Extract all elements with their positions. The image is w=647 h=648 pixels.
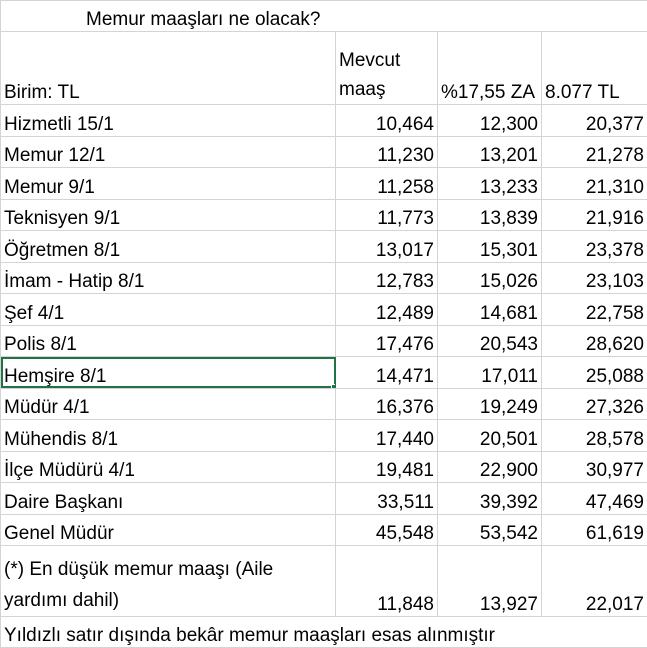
row-label[interactable]: Öğretmen 8/1 bbox=[1, 231, 336, 263]
raise-cell[interactable]: 13,839 bbox=[438, 199, 542, 231]
new-salary-cell[interactable]: 27,326 bbox=[542, 388, 647, 420]
minimum-salary-row bbox=[1, 546, 647, 617]
raise-cell[interactable]: 15,301 bbox=[438, 231, 542, 263]
header-raise[interactable]: %17,55 ZA bbox=[438, 32, 542, 105]
row-label[interactable]: Müdür 4/1 bbox=[1, 388, 336, 420]
current-salary-cell[interactable]: 10,464 bbox=[336, 105, 438, 137]
row-label[interactable]: Mühendis 8/1 bbox=[1, 420, 336, 452]
table-row bbox=[1, 168, 647, 200]
table-row bbox=[1, 388, 647, 420]
table-row bbox=[1, 357, 647, 389]
raise-cell[interactable]: 20,543 bbox=[438, 325, 542, 357]
current-salary-cell[interactable]: 12,783 bbox=[336, 262, 438, 294]
raise-cell[interactable]: 14,681 bbox=[438, 294, 542, 326]
new-salary-cell[interactable]: 21,916 bbox=[542, 199, 647, 231]
header-current-salary[interactable]: Mevcut maaş bbox=[336, 32, 438, 105]
raise-cell[interactable]: 20,501 bbox=[438, 420, 542, 452]
table-row bbox=[1, 262, 647, 294]
new-salary-cell[interactable]: 28,620 bbox=[542, 325, 647, 357]
minimum-new-cell[interactable]: 22,017 bbox=[542, 546, 647, 617]
raise-cell[interactable]: 13,233 bbox=[438, 168, 542, 200]
table-row bbox=[1, 105, 647, 137]
new-salary-cell[interactable]: 28,578 bbox=[542, 420, 647, 452]
current-salary-cell[interactable]: 45,548 bbox=[336, 514, 438, 546]
new-salary-cell[interactable]: 25,088 bbox=[542, 357, 647, 389]
raise-cell[interactable]: 19,249 bbox=[438, 388, 542, 420]
table-row bbox=[1, 420, 647, 452]
current-salary-cell[interactable]: 11,230 bbox=[336, 136, 438, 168]
row-label[interactable]: Memur 9/1 bbox=[1, 168, 336, 200]
table-row bbox=[1, 325, 647, 357]
new-salary-cell[interactable]: 20,377 bbox=[542, 105, 647, 137]
row-label[interactable]: İlçe Müdürü 4/1 bbox=[1, 451, 336, 483]
current-salary-cell[interactable]: 13,017 bbox=[336, 231, 438, 263]
row-label[interactable]: Şef 4/1 bbox=[1, 294, 336, 326]
minimum-salary-label[interactable]: (*) En düşük memur maaşı (Aile yardımı dahil) bbox=[1, 546, 336, 617]
sheet-title[interactable]: Memur maaşları ne olacak? bbox=[1, 1, 647, 32]
current-salary-cell[interactable]: 11,773 bbox=[336, 199, 438, 231]
raise-cell[interactable]: 12,300 bbox=[438, 105, 542, 137]
row-label[interactable]: Memur 12/1 bbox=[1, 136, 336, 168]
table-row bbox=[1, 199, 647, 231]
raise-cell[interactable]: 13,201 bbox=[438, 136, 542, 168]
table-row bbox=[1, 294, 647, 326]
new-salary-cell[interactable]: 47,469 bbox=[542, 483, 647, 515]
row-label[interactable]: Genel Müdür bbox=[1, 514, 336, 546]
minimum-current-cell[interactable]: 11,848 bbox=[336, 546, 438, 617]
current-salary-cell[interactable]: 11,258 bbox=[336, 168, 438, 200]
table-row bbox=[1, 514, 647, 546]
raise-cell[interactable]: 39,392 bbox=[438, 483, 542, 515]
header-new-salary[interactable]: 8.077 TL bbox=[542, 32, 647, 105]
minimum-raise-cell[interactable]: 13,927 bbox=[438, 546, 542, 617]
row-label[interactable]: Polis 8/1 bbox=[1, 325, 336, 357]
row-label[interactable]: Hizmetli 15/1 bbox=[1, 105, 336, 137]
new-salary-cell[interactable]: 21,310 bbox=[542, 168, 647, 200]
footnote-row bbox=[1, 617, 647, 648]
table-row bbox=[1, 483, 647, 515]
fill-handle[interactable] bbox=[331, 384, 336, 389]
current-salary-cell[interactable]: 12,489 bbox=[336, 294, 438, 326]
row-label[interactable]: İmam - Hatip 8/1 bbox=[1, 262, 336, 294]
new-salary-cell[interactable]: 30,977 bbox=[542, 451, 647, 483]
current-salary-cell[interactable]: 17,476 bbox=[336, 325, 438, 357]
table-row bbox=[1, 231, 647, 263]
raise-cell[interactable]: 53,542 bbox=[438, 514, 542, 546]
new-salary-cell[interactable]: 22,758 bbox=[542, 294, 647, 326]
current-salary-cell[interactable]: 17,440 bbox=[336, 420, 438, 452]
raise-cell[interactable]: 17,011 bbox=[438, 357, 542, 389]
new-salary-cell[interactable]: 61,619 bbox=[542, 514, 647, 546]
current-salary-cell[interactable]: 19,481 bbox=[336, 451, 438, 483]
row-label[interactable]: Daire Başkanı bbox=[1, 483, 336, 515]
new-salary-cell[interactable]: 23,378 bbox=[542, 231, 647, 263]
table-row bbox=[1, 451, 647, 483]
table-row bbox=[1, 136, 647, 168]
raise-cell[interactable]: 22,900 bbox=[438, 451, 542, 483]
header-unit[interactable]: Birim: TL bbox=[1, 32, 336, 105]
footnote[interactable]: Yıldızlı satır dışında bekâr memur maaşları esas alınmıştır bbox=[1, 617, 647, 648]
current-salary-cell[interactable]: 33,511 bbox=[336, 483, 438, 515]
header-row bbox=[1, 32, 647, 105]
current-salary-cell[interactable]: 14,471 bbox=[336, 357, 438, 389]
current-salary-cell[interactable]: 16,376 bbox=[336, 388, 438, 420]
new-salary-cell[interactable]: 21,278 bbox=[542, 136, 647, 168]
new-salary-cell[interactable]: 23,103 bbox=[542, 262, 647, 294]
row-label[interactable]: Teknisyen 9/1 bbox=[1, 199, 336, 231]
row-label[interactable]: Hemşire 8/1 bbox=[1, 357, 336, 389]
raise-cell[interactable]: 15,026 bbox=[438, 262, 542, 294]
title-row bbox=[1, 1, 647, 32]
